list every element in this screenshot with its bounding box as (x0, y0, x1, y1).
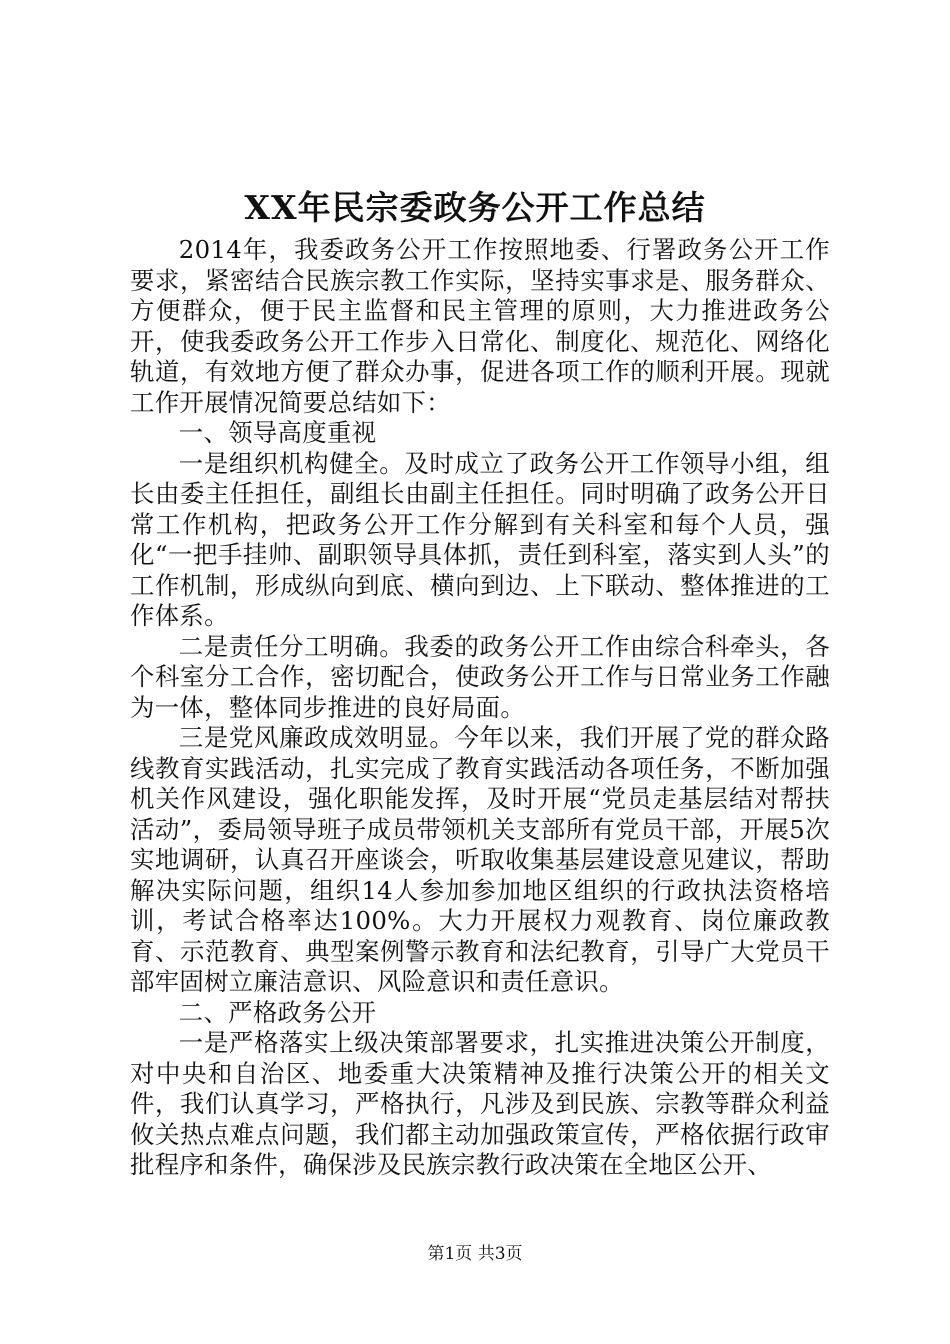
paragraph-organization: 一是组织机构健全。及时成立了政务公开工作领导小组，组长由委主任担任，副组长由副主任担任。同时明确了政务公开日常工作机构，把政务公开工作分解到有关科室和每个人员，强化“一把手挂帅、副职领导具体抓，责任到科室，落实到人头”的工作机制，形成纵向到底、横向到边、上下联动、整体推进的工作体系。 (130, 448, 830, 630)
paragraph-decision-disclosure: 一是严格落实上级决策部署要求，扎实推进决策公开制度，对中央和自治区、地委重大决策精神及推行决策公开的相关文件，我们认真学习，严格执行，凡涉及到民族、宗教等群众利益攸关热点难点问题，我们都主动加强政策宣传，严格依据行政审批程序和条件，确保涉及民族宗教行政决策在全地区公开、 (130, 1028, 830, 1179)
paragraph-responsibility: 二是责任分工明确。我委的政务公开工作由综合科牵头，各个科室分工合作，密切配合，使政务公开工作与日常业务工作融为一体，整体同步推进的良好局面。 (130, 631, 830, 722)
document-body (130, 235, 830, 1181)
section-heading-2: 二、严格政务公开 (178, 997, 377, 1027)
section-heading-1: 一、领导高度重视 (178, 418, 377, 447)
document-title: XX年民宗委政务公开工作总结 (244, 188, 706, 227)
paragraph-party-integrity: 三是党风廉政成效明显。今年以来，我们开展了党的群众路线教育实践活动，扎实完成了教育实践活动各项任务，不断加强机关作风建设，强化职能发挥，及时开展“党员走基层结对帮扶活动”，委局领导班子成员带领机关支部所有党员干部，开展5次实地调研，认真召开座谈会，听取收集基层建设意见建议，帮助解决实际问题，组织14人参加参加地区组织的行政执法资格培训，考试合格率达100%。大力开展权力观教育、岗位廉政教育、示范教育、典型案例警示教育和法纪教育，引导广大党员干部牢固树立廉洁意识、风险意识和责任意识。 (130, 723, 830, 996)
paragraph-intro: 2014年，我委政务公开工作按照地委、行署政务公开工作要求，紧密结合民族宗教工作实际，坚持实事求是、服务群众、方便群众，便于民主监督和民主管理的原则，大力推进政务公开，使我委政务公开工作步入日常化、制度化、规范化、网络化轨道，有效地方便了群众办事，促进各项工作的顺利开展。现就工作开展情况简要总结如下： (130, 235, 830, 417)
page-footer: 第1页 共3页 (427, 1244, 523, 1264)
